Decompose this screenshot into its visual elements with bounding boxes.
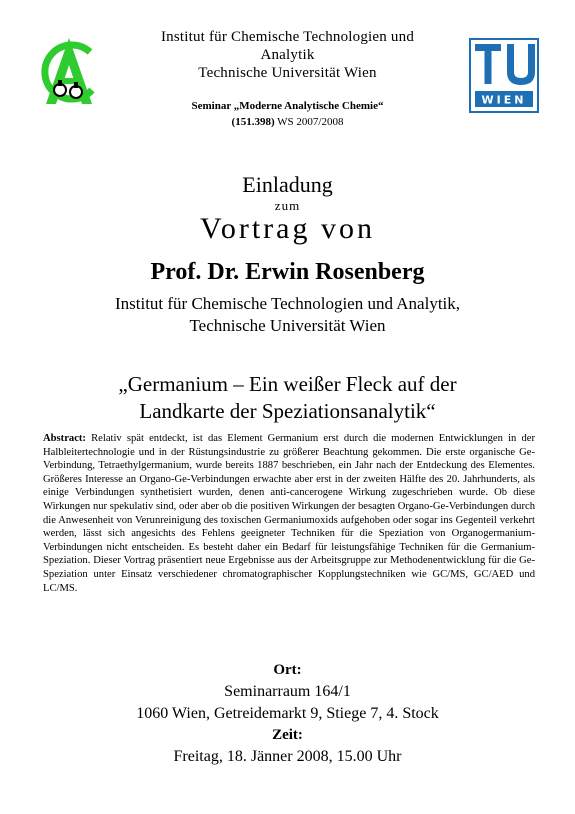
talk-title-line-1: „Germanium – Ein weißer Fleck auf der [118,372,457,396]
abstract-text: Relativ spät entdeckt, ist das Element Germanium erst durch die modernen Entwicklungen in der Halbleitertechnologie und in der Rüstungsindustrie zu größerer Beachtung gekommen. Die erste organische Ge-Verbindung, Tetraethylgermanium, wurde bereits 1887 beschrieben, ein Jahr nach der Entdeckung des Elementes. Größeres Interesse an Organo-Ge-Verbindungen erwachte aber erst in der zweiten Hälfte des 20. Jahrhunderts, als einige Verbindungen synthetisiert wurden, denen anti-cancerogene Wirkung zugeschrieben wurde. Ob diese Wirkungen nur spekulativ sind, oder aber ob die positiven Wirkungen der besagten Organo-Ge-Verbindungen durch die Anwesenheit von Verunreinigung des toxischen Germaniumoxids aufgehoben oder sogar ins Gegenteil verkehrt werden, lässt sich angesichts des Fehlens geeigneter Techniken für die Speziation von Organogermanium-Verbindungen nicht entscheiden. Es besteht daher ein Bedarf für leistungsfähige Techniken für die Germanium-Speziation. Dieser Vortrag präsentiert neue Ergebnisse aus der Arbeitsgruppe zur Methodenentwicklung für die Ge-Speziation unter Einsatz verschiedener chromatographischer Kopplungstechniken wie GC/MS, GC/AED und LC/MS. [43,433,535,594]
invitation-heading: Einladung [242,172,333,197]
abstract-label: Abstract: [43,433,86,444]
speaker-name: Prof. Dr. Erwin Rosenberg [150,259,425,285]
seminar-label: Seminar „Moderne Analytische Chemie“ [191,100,384,112]
talk-title [40,371,535,425]
tu-wien-logo-icon [469,38,539,113]
invitation-zum: zum [274,198,301,213]
seminar-code: (151.398) [231,116,275,128]
location-label: Ort: [273,662,302,678]
institute-logo-icon [34,32,104,112]
seminar-term: WS 2007/2008 [274,116,344,128]
institute-line-1: Institut für Chemische Technologien und [160,29,415,45]
location-address: 1060 Wien, Getreidemarkt 9, Stiege 7, 4. Stock [136,705,439,722]
speaker-affiliation [40,293,535,337]
location-room: Seminarraum 164/1 [224,683,351,700]
abstract [43,432,535,595]
seminar-info [120,98,455,130]
tu-logo-subtext: WIEN [481,93,527,107]
talk-title-line-2: Landkarte der Speziationsanalytik“ [139,399,436,423]
affiliation-line-2: Technische Universität Wien [189,316,386,335]
institute-line-3: Technische Universität Wien [198,65,377,81]
event-datetime: Freitag, 18. Jänner 2008, 15.00 Uhr [173,748,402,765]
invitation-vortrag-von: Vortrag von [200,212,375,245]
time-label: Zeit: [272,727,303,743]
institute-line-2: Analytik [260,47,315,63]
affiliation-line-1: Institut für Chemische Technologien und Analytik, [114,294,461,313]
institute-header [120,28,455,82]
